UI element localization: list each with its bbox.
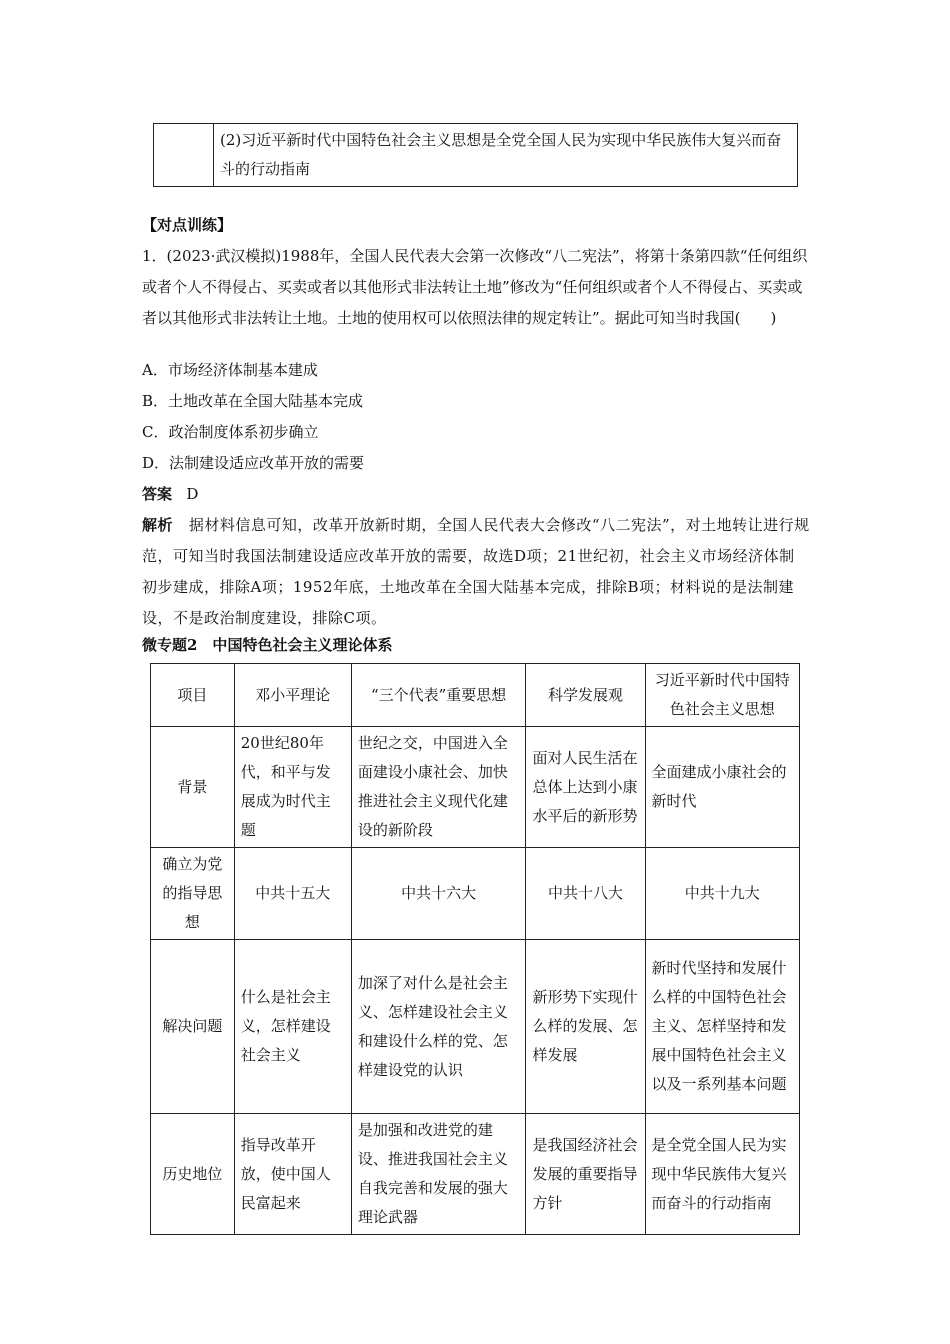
option-b: B．土地改革在全国大陆基本完成 xyxy=(142,392,364,410)
table-cell-empty xyxy=(154,124,214,187)
table-row xyxy=(151,940,800,1114)
header-cell: 项目 xyxy=(151,664,235,727)
table-cell: 指导改革开放，使中国人民富起来 xyxy=(234,1114,351,1235)
table-cell: 是全党全国人民为实现中华民族伟大复兴而奋斗的行动指南 xyxy=(645,1114,799,1235)
table-cell: 新形势下实现什么样的发展、怎样发展 xyxy=(526,940,645,1114)
table-cell: 新时代坚持和发展什么样的中国特色社会主义、怎样坚持和发展中国特色社会主义以及一系列基本问题 xyxy=(645,940,799,1114)
table-row xyxy=(154,124,798,187)
table-cell: 全面建成小康社会的新时代 xyxy=(645,727,799,848)
row-label: 历史地位 xyxy=(151,1114,235,1235)
header-cell: 科学发展观 xyxy=(526,664,645,727)
question-text: 1．(2023·武汉模拟)1988年，全国人民代表大会第一次修改“八二宪法”，将第十条第四款“任何组织或者个人不得侵占、买卖或者以其他形式非法转让土地”修改为“任何组织或者个人不得侵占、买卖或者以其他形式非法转让土地。土地的使用权可以依照法律的规定转让”。据此可知当时我国( ) xyxy=(142,247,808,327)
header-cell: “三个代表”重要思想 xyxy=(351,664,526,727)
row-label: 确立为党的指导思想 xyxy=(151,848,235,940)
answer-value: D xyxy=(186,485,199,503)
table-cell: 面对人民生活在总体上达到小康水平后的新形势 xyxy=(526,727,645,848)
analysis-label: 解析 xyxy=(142,516,174,534)
row-label: 解决问题 xyxy=(151,940,235,1114)
table-cell: 是我国经济社会发展的重要指导方针 xyxy=(526,1114,645,1235)
row-label: 背景 xyxy=(151,727,235,848)
table-cell: 是加强和改进党的建设、推进我国社会主义自我完善和发展的强大理论武器 xyxy=(351,1114,526,1235)
table-header-row xyxy=(151,664,800,727)
option-d: D．法制建设适应改革开放的需要 xyxy=(142,454,365,472)
topic-title: 微专题2 中国特色社会主义理论体系 xyxy=(142,636,393,654)
table-row xyxy=(151,1114,800,1235)
table-row xyxy=(151,727,800,848)
table-cell: 20世纪80年代，和平与发展成为时代主题 xyxy=(234,727,351,848)
section-heading: 【对点训练】 xyxy=(142,216,233,234)
table-cell: 什么是社会主义，怎样建设社会主义 xyxy=(234,940,351,1114)
table-row xyxy=(151,848,800,940)
answer-label: 答案 xyxy=(142,485,173,503)
top-table-fragment xyxy=(153,123,798,187)
analysis-text: 据材料信息可知，改革开放新时期，全国人民代表大会修改“八二宪法”，对土地转让进行规范，可知当时我国法制建设适应改革开放的需要，故选D项；21世纪初，社会主义市场经济体制初步建成，排除A项；1952年底，土地改革在全国大陆基本完成，排除B项；材料说的是法制建设，不是政治制度建设，排除C项。 xyxy=(142,516,810,627)
table-cell: 中共十八大 xyxy=(526,848,645,940)
table-cell: 加深了对什么是社会主义、怎样建设社会主义和建设什么样的党、怎样建设党的认识 xyxy=(351,940,526,1114)
option-a: A．市场经济体制基本建成 xyxy=(142,361,318,379)
table-cell: 中共十九大 xyxy=(645,848,799,940)
header-cell: 习近平新时代中国特色社会主义思想 xyxy=(645,664,799,727)
theory-table xyxy=(150,663,800,1235)
table-cell: 中共十六大 xyxy=(351,848,526,940)
header-cell: 邓小平理论 xyxy=(234,664,351,727)
table-cell: 世纪之交，中国进入全面建设小康社会、加快推进社会主义现代化建设的新阶段 xyxy=(351,727,526,848)
table-cell: (2)习近平新时代中国特色社会主义思想是全党全国人民为实现中华民族伟大复兴而奋斗的行动指南 xyxy=(214,124,798,187)
table-cell: 中共十五大 xyxy=(234,848,351,940)
analysis-paragraph xyxy=(142,510,810,634)
option-c: C．政治制度体系初步确立 xyxy=(142,423,319,441)
answer-line xyxy=(142,479,810,510)
